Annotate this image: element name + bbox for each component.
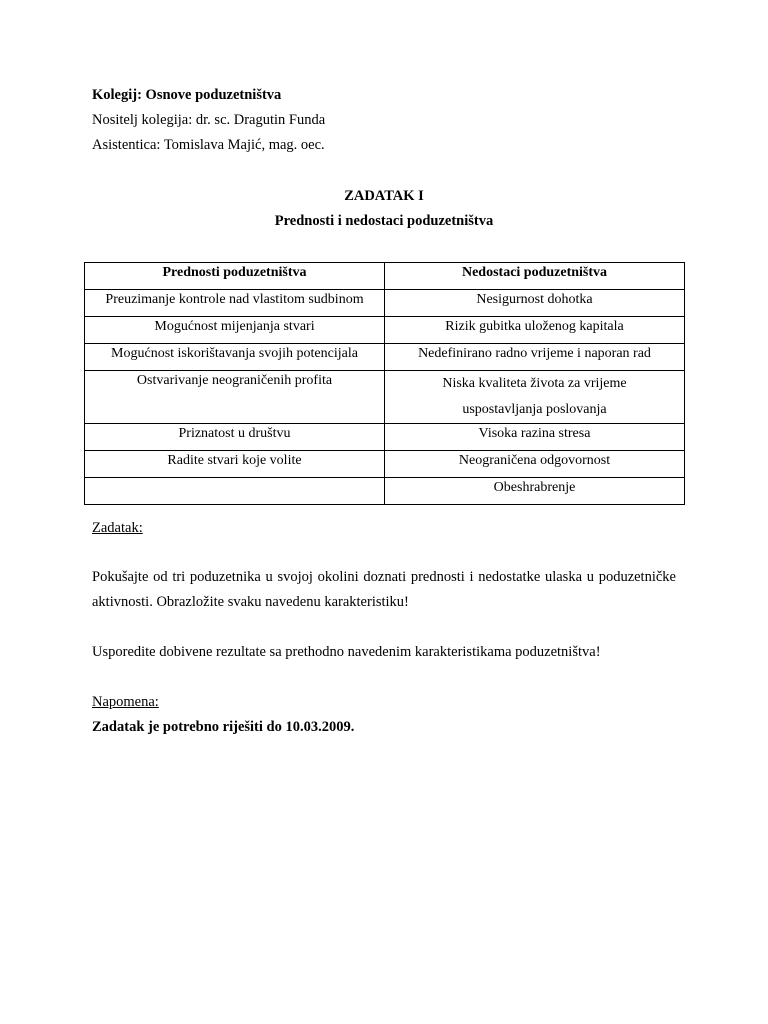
con-cell: Nedefinirano radno vrijeme i naporan rad [385,344,685,371]
column-header-pros: Prednosti poduzetništva [85,263,385,290]
course-assistant: Asistentica: Tomislava Majić, mag. oec. [92,137,325,153]
table-row [85,371,685,424]
con-cell: Visoka razina stresa [385,424,685,451]
course-title: Kolegij: Osnove poduzetništva [92,87,282,103]
pro-cell: Mogućnost iskorištavanja svojih potencijala [85,344,385,371]
table-row [85,424,685,451]
table-row [85,451,685,478]
pros-cons-table [84,262,685,505]
pro-cell: Ostvarivanje neograničenih profita [85,371,385,424]
assignment-subtitle: Prednosti i nedostaci poduzetništva [274,213,494,229]
task-comparison-paragraph: Usporedite dobivene rezultate sa prethodno navedenim karakteristikama poduzetništva! [92,644,601,660]
pro-cell: Priznatost u društvu [85,424,385,451]
column-header-cons: Nedostaci poduzetništva [385,263,685,290]
note-deadline: Zadatak je potrebno riješiti do 10.03.2009. [92,719,355,735]
table-header-row [85,263,685,290]
con-cell: Obeshrabrenje [385,478,685,505]
pro-cell: Radite stvari koje volite [85,451,385,478]
con-cell: Niska kvaliteta života za vrijeme uspostavljanja poslovanja [385,371,685,424]
task-label: Zadatak: [92,520,143,536]
task-paragraph: Pokušajte od tri poduzetnika u svojoj okolini doznati prednosti i nedostatke ulaska u poduzetničke aktivnosti. Obrazložite svaku navedenu karakteristiku! [92,569,676,610]
pro-cell [85,478,385,505]
table-row [85,478,685,505]
assignment-title: ZADATAK I [344,188,424,204]
note-label: Napomena: [92,694,159,710]
con-cell: Nesigurnost dohotka [385,290,685,317]
table-row [85,344,685,371]
pro-cell: Mogućnost mijenjanja stvari [85,317,385,344]
con-cell: Neograničena odgovornost [385,451,685,478]
pro-cell: Preuzimanje kontrole nad vlastitom sudbinom [85,290,385,317]
table-row [85,290,685,317]
course-holder: Nositelj kolegija: dr. sc. Dragutin Funda [92,112,326,128]
con-cell: Rizik gubitka uloženog kapitala [385,317,685,344]
table-row [85,317,685,344]
